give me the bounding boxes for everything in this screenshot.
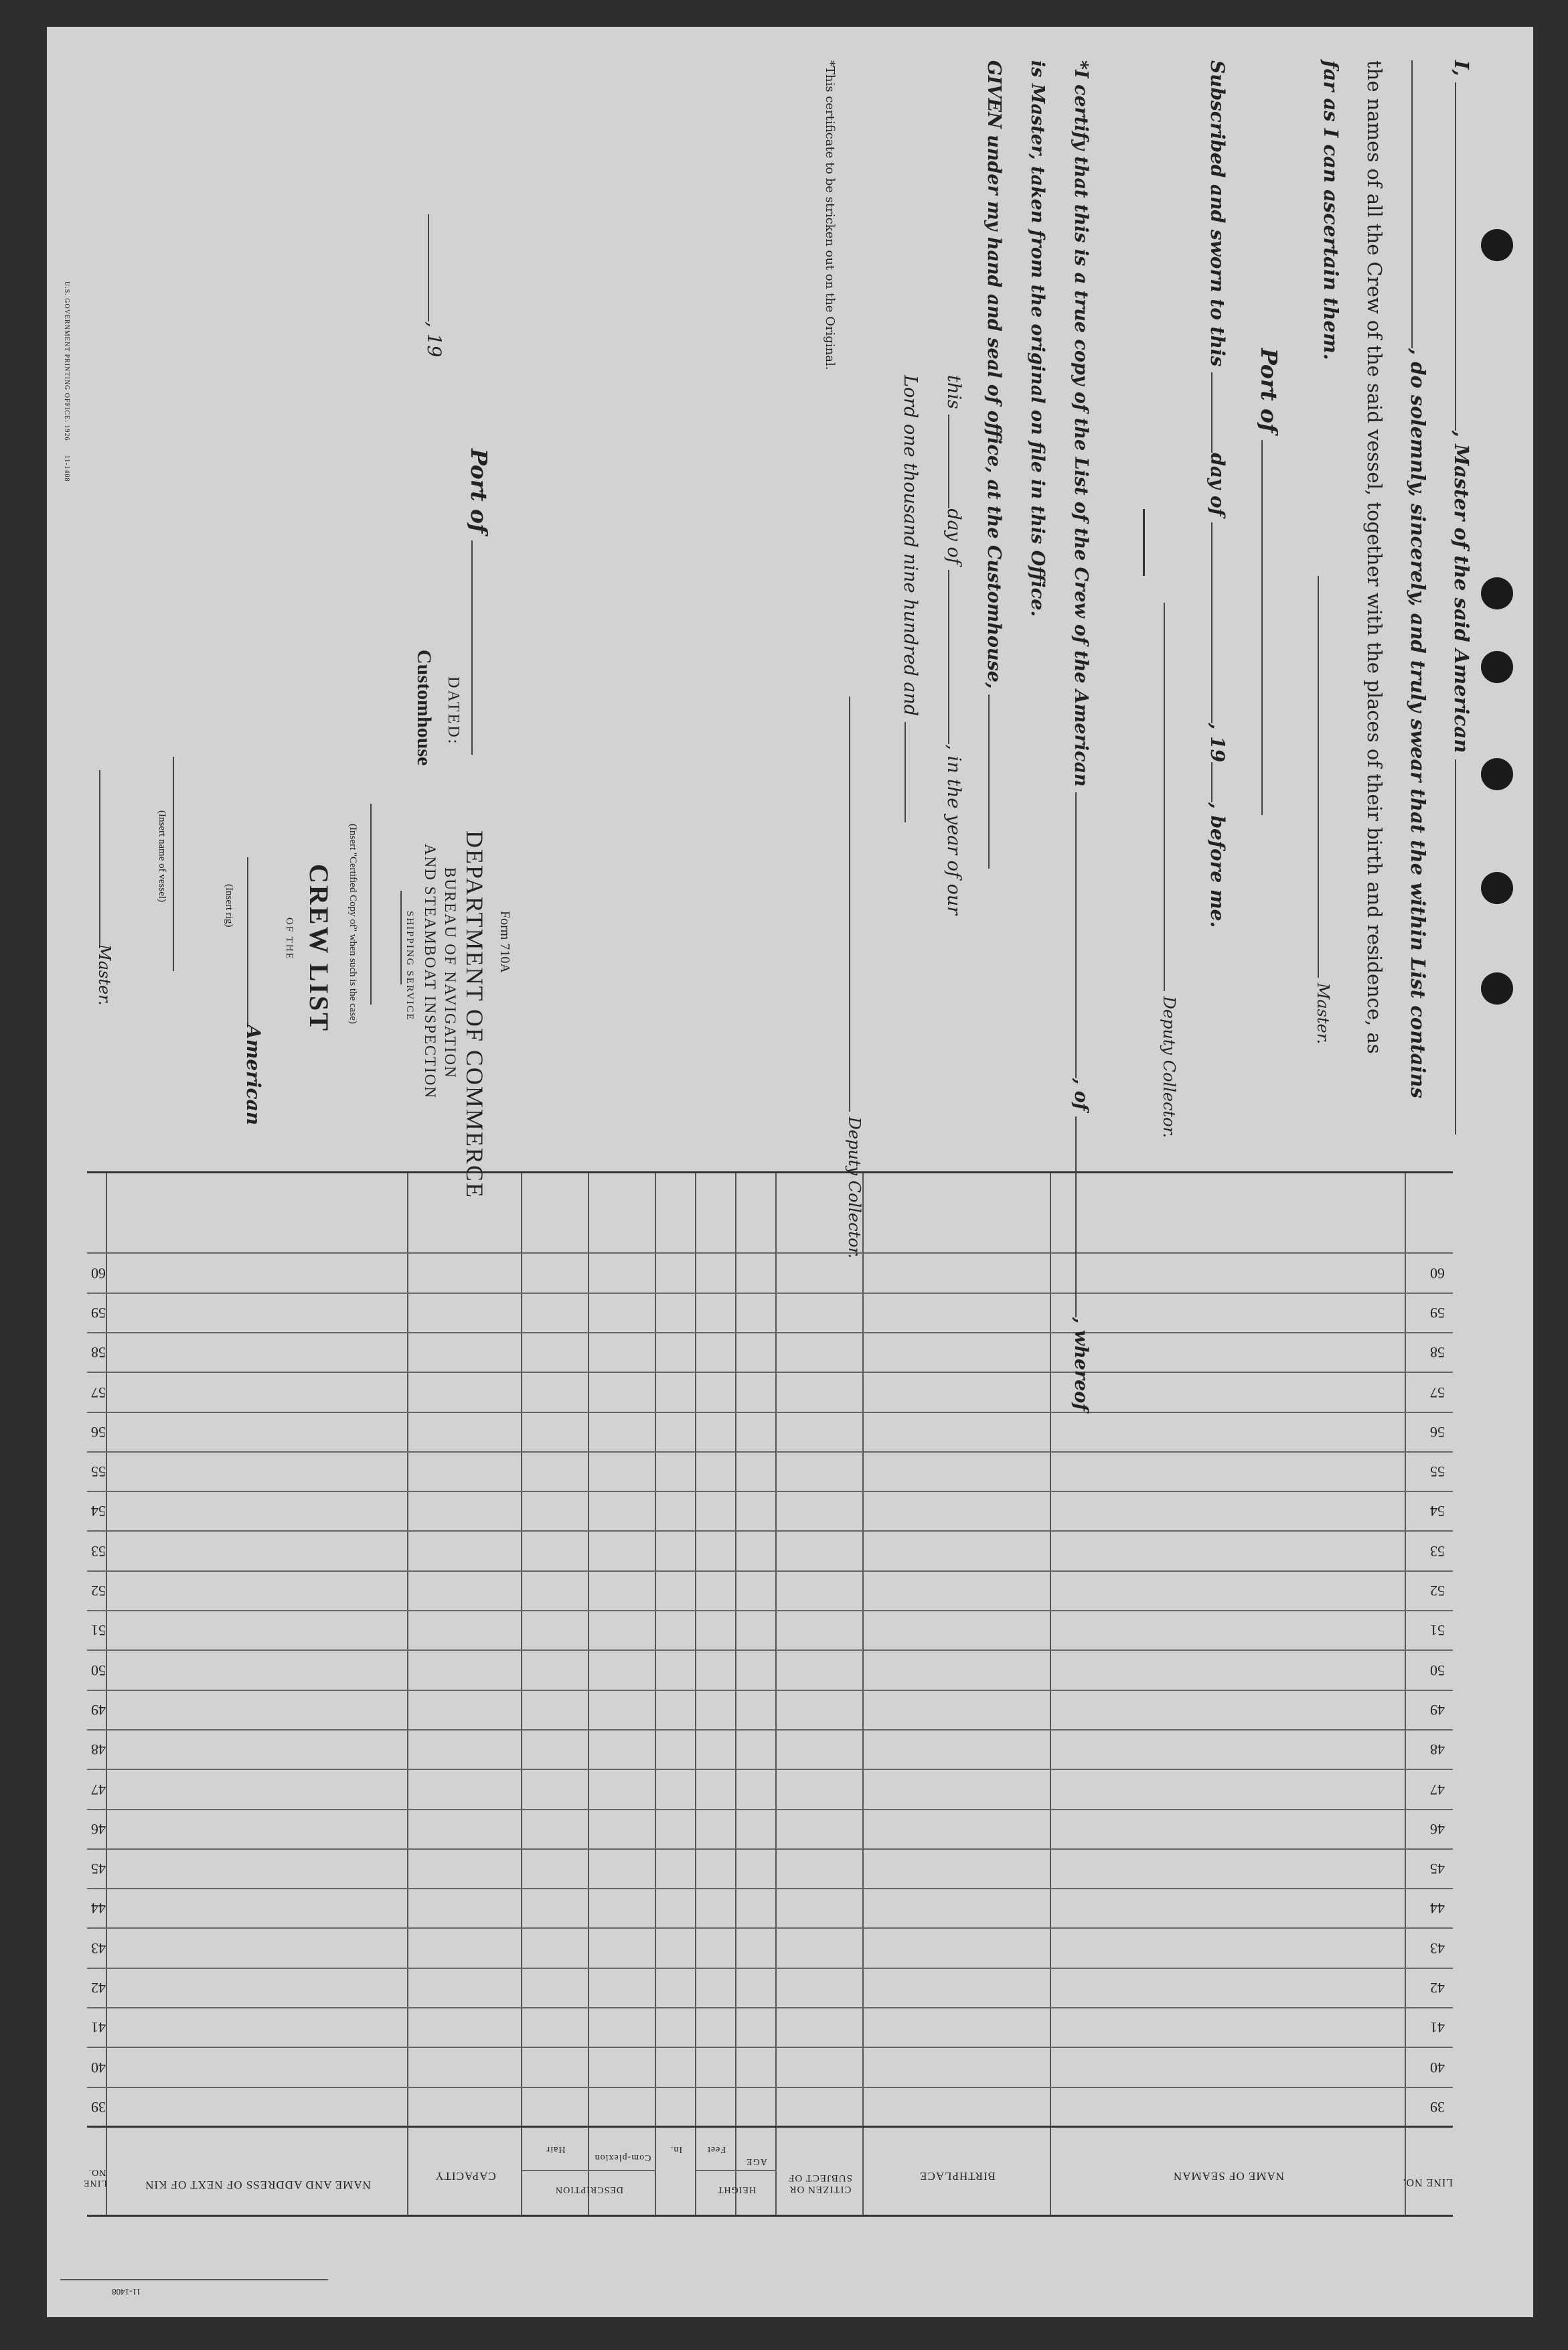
line-number-right: 42	[91, 1980, 106, 1997]
table-row	[87, 1252, 1453, 1254]
printer-line: U.S. GOVERNMENT PRINTING OFFICE: 1926 11-1408	[63, 281, 70, 482]
table-row	[87, 1888, 1453, 1889]
department-heading: DEPARTMENT OF COMMERCE	[461, 830, 488, 1199]
header-birthplace: BIRTHPLACE	[919, 2170, 996, 2183]
header-line-no-right: LINE NO.	[83, 2167, 107, 2188]
cert-line-1: *I certify that this is a true copy of the List of the Crew of the American	[1071, 60, 1091, 926]
service-heading: SHIPPING SERVICE	[404, 911, 415, 1021]
line-number-left: 49	[1430, 1702, 1445, 1718]
table-row	[87, 1769, 1453, 1770]
line-number-right: 46	[91, 1820, 106, 1838]
table-row	[87, 2047, 1453, 2048]
table-row	[87, 1848, 1453, 1850]
cert-footnote: *This certificate to be stricken out on the Original.	[823, 60, 837, 370]
punch-hole	[1481, 972, 1513, 1005]
oath-line-4: far as I can ascertain them.	[1320, 60, 1342, 360]
american-line: American	[242, 857, 264, 1125]
customhouse-label: Customhouse	[413, 650, 435, 766]
header-height: HEIGHT	[716, 2185, 757, 2195]
table-row	[87, 2007, 1453, 2008]
line-number-left: 46	[1430, 1820, 1445, 1838]
crew-list-title: CREW LIST	[304, 864, 334, 1033]
line-number-right: 56	[91, 1423, 106, 1441]
line-number-left: 60	[1430, 1264, 1445, 1282]
line-number-right: 51	[91, 1622, 106, 1639]
line-number-right: 58	[91, 1344, 106, 1362]
line-number-right: 41	[91, 2019, 106, 2037]
oath-line-1: I, , Master of the said American	[1450, 60, 1473, 1134]
header-name-of-seaman: NAME OF SEAMAN	[1172, 2170, 1285, 2183]
separator-rule	[1143, 509, 1145, 576]
insert-rig: (Insert rig)	[224, 884, 234, 928]
oath-line-3: the names of all the Crew of the said vessel, together with the places of their birth and residence, as	[1363, 60, 1386, 1054]
oath-deputy-collector: Deputy Collector.	[1160, 603, 1178, 1138]
vessel-name-line	[169, 757, 187, 971]
line-number-left: 59	[1430, 1305, 1445, 1321]
certified-copy-note: (Insert "Certified Copy of" when such is the case)	[347, 824, 358, 1024]
line-number-left: 47	[1430, 1781, 1445, 1798]
line-number-right: 49	[91, 1702, 106, 1718]
table-row	[87, 1451, 1453, 1453]
line-number-left: 56	[1430, 1423, 1445, 1441]
line-number-right: 47	[91, 1781, 106, 1798]
line-number-right: 53	[91, 1542, 106, 1560]
header-hair: Hair	[546, 2144, 566, 2154]
crew-table	[83, 1171, 1453, 2217]
header-capacity: CAPACITY	[435, 2170, 496, 2183]
line-number-left: 54	[1430, 1503, 1445, 1520]
oath-master-line: Master.	[1314, 576, 1332, 1044]
header-complexion: Com-plexion	[594, 2152, 651, 2162]
line-number-right: 45	[91, 1860, 106, 1878]
table-row	[87, 1372, 1453, 1373]
table-row	[87, 1690, 1453, 1691]
dated-label: DATED:	[445, 676, 462, 746]
upside-down-sheet	[47, 27, 1533, 2317]
footer-code: 11-1408	[112, 2287, 141, 2297]
line-number-right: 43	[91, 1939, 106, 1957]
table-row	[87, 1332, 1453, 1333]
line-number-right: 52	[91, 1583, 106, 1600]
table-row	[87, 1729, 1453, 1731]
line-number-left: 57	[1430, 1384, 1445, 1401]
line-number-left: 50	[1430, 1662, 1445, 1679]
cover-rule	[400, 891, 402, 984]
punch-hole	[1481, 651, 1513, 683]
oath-port-of: Port of	[1256, 348, 1282, 815]
cover-year: , 19	[423, 214, 445, 357]
table-row	[87, 1968, 1453, 1969]
header-citizen: CITIZEN OR SUBJECT OF	[788, 2173, 853, 2195]
line-number-left: 51	[1430, 1622, 1445, 1639]
table-row	[87, 1293, 1453, 1294]
master-line: Master.	[95, 770, 114, 1006]
punch-hole	[1481, 758, 1513, 790]
document-page	[47, 27, 1533, 2317]
table-row	[87, 1928, 1453, 1929]
header-inches: In.	[670, 2144, 683, 2154]
punch-hole	[1481, 577, 1513, 609]
line-number-left: 44	[1430, 1900, 1445, 1917]
line-number-left: 55	[1430, 1463, 1445, 1481]
line-number-left: 45	[1430, 1860, 1445, 1878]
cert-line-3: GIVEN under my hand and seal of office, at the Customhouse,	[984, 60, 1004, 869]
line-number-right: 50	[91, 1662, 106, 1679]
line-number-left: 41	[1430, 2019, 1445, 2037]
header-line-no: LINE NO.	[1402, 2177, 1453, 2188]
table-row	[87, 1491, 1453, 1492]
punch-hole	[1481, 872, 1513, 904]
header-next-of-kin: NAME AND ADDRESS OF NEXT OF KIN	[145, 2179, 371, 2191]
line-number-left: 53	[1430, 1542, 1445, 1560]
line-number-left: 52	[1430, 1583, 1445, 1600]
cert-deputy-collector: Deputy Collector.	[845, 696, 864, 1258]
line-number-right: 54	[91, 1503, 106, 1520]
line-number-right: 57	[91, 1384, 106, 1401]
line-number-right: 44	[91, 1900, 106, 1917]
cert-line-2: is Master, taken from the original on file in this Office.	[1027, 60, 1048, 617]
form-number: Form 710A	[497, 911, 512, 973]
table-row	[87, 1412, 1453, 1413]
table-row	[87, 1649, 1453, 1651]
table-row	[87, 1809, 1453, 1810]
line-number-left: 39	[1430, 2099, 1445, 2116]
oath-subscribed: Subscribed and sworn to this day of , 19, before me.	[1206, 60, 1229, 928]
bureau-heading: BUREAU OF NAVIGATION	[442, 867, 459, 1079]
line-number-left: 40	[1430, 2059, 1445, 2076]
line-number-left: 48	[1430, 1741, 1445, 1759]
table-row	[87, 1570, 1453, 1572]
cover-port-of: Port of	[466, 449, 492, 755]
table-row	[87, 1610, 1453, 1611]
line-number-left: 42	[1430, 1980, 1445, 1997]
line-number-right: 59	[91, 1305, 106, 1321]
line-number-left: 58	[1430, 1344, 1445, 1362]
header-feet: Feet	[706, 2144, 726, 2154]
cert-of-whereof: , of , whereof	[1071, 864, 1091, 1411]
cert-line-5: Lord one thousand nine hundred and	[900, 375, 921, 822]
line-number-right: 48	[91, 1741, 106, 1759]
line-number-left: 43	[1430, 1939, 1445, 1957]
insert-vessel: (Insert name of vessel)	[157, 810, 167, 903]
table-row	[87, 2087, 1453, 2088]
of-the: OF THE	[284, 917, 295, 960]
oath-line-2: , do solemnly, sincerely, and truly swear that the within List contains	[1407, 60, 1429, 1098]
line-number-right: 60	[91, 1264, 106, 1282]
line-number-right: 39	[91, 2099, 106, 2116]
line-number-right: 40	[91, 2059, 106, 2076]
header-age: AGE	[746, 2156, 767, 2167]
line-number-right: 55	[91, 1463, 106, 1481]
punch-hole	[1481, 229, 1513, 261]
table-row	[87, 1531, 1453, 1532]
cert-line-4: this day of , in the year of our	[943, 375, 964, 915]
bureau-heading-2: AND STEAMBOAT INSPECTION	[422, 844, 439, 1100]
header-description: DESCRIPTION	[555, 2185, 624, 2195]
